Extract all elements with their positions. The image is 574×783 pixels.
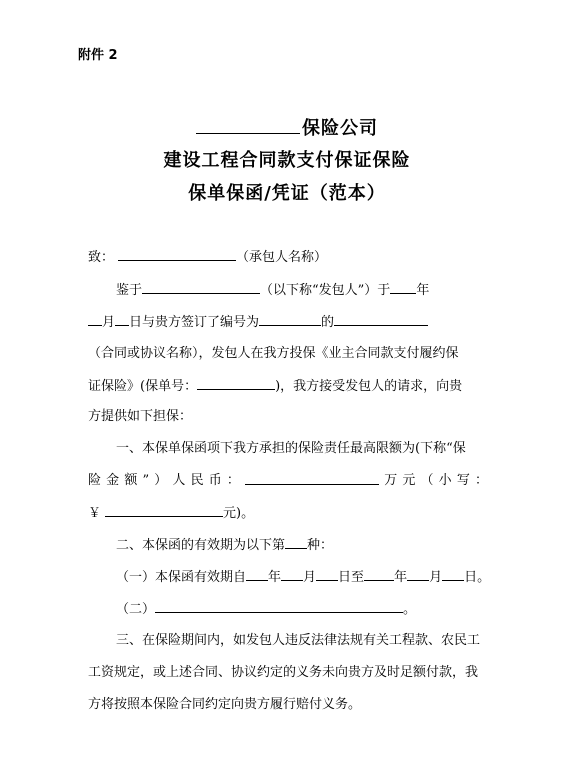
employer-name-blank: [142, 280, 260, 294]
text-year: 年: [268, 570, 282, 585]
clause-2-line-1: [116, 535, 488, 556]
yuan-symbol: ￥: [88, 506, 102, 521]
text-month: 月: [303, 570, 317, 585]
text-year: 年: [394, 570, 408, 585]
text-day-to: 日至: [338, 570, 365, 585]
text-char: 额: [124, 473, 138, 488]
clause-3-line-2: 工资规定，或上述合同、协议约定的义务未向贵方及时足额付款，我: [88, 665, 479, 680]
contract-number-blank: [259, 312, 321, 326]
paragraph-line-5: [88, 376, 488, 397]
clause-1-line-2: [88, 471, 488, 491]
clause-1-line-1: 一、本保单保函项下我方承担的保险责任最高限额为(下称“保: [116, 441, 466, 456]
attachment-label: 附件 2: [78, 48, 118, 63]
text-char: 人: [172, 473, 186, 488]
title-insurer-suffix: 保险公司: [302, 118, 378, 139]
text-month: 月: [429, 570, 443, 585]
text-employer-ref: （以下称“发包人”）于: [260, 283, 391, 298]
text-validity-option: 二、本保函的有效期为以下第: [116, 538, 286, 553]
paragraph-line-3: [88, 312, 488, 333]
text-yuan: 元)。: [223, 506, 255, 521]
clause-3-line-1: 三、在保险期间内，如发包人违反法律法规有关工程款、农民工: [116, 633, 481, 648]
addressee-line: [88, 247, 488, 268]
text-char: 险: [88, 473, 102, 488]
start-year-blank: [246, 567, 268, 581]
text-char: ：: [226, 473, 240, 488]
contractor-name-blank: [118, 247, 236, 261]
text-char: 民: [190, 473, 204, 488]
text-signed-number: 日与贵方签订了编号为: [129, 315, 260, 330]
text-de: 的: [321, 315, 335, 330]
text-char: ）: [154, 473, 168, 488]
text-accept-request: )，我方接受发包人的请求，向贵: [275, 379, 463, 394]
clause-1-line-3: [88, 503, 488, 524]
end-day-blank: [442, 567, 464, 581]
text-char: ”: [142, 473, 150, 488]
month-blank: [88, 312, 102, 326]
text-month: 月: [102, 315, 116, 330]
text-char: ：: [474, 473, 488, 488]
text-option-2: （二）: [116, 602, 156, 617]
clause-3-line-3: 方将按照本保险合同约定向贵方履行赔付义务。: [88, 697, 362, 712]
contract-name-blank: [334, 312, 428, 326]
text-jianyu: 鉴于: [116, 283, 143, 298]
year-blank: [390, 280, 416, 294]
text-period: 。: [403, 602, 417, 617]
clause-2-option-2: [116, 599, 488, 620]
addressee-suffix: （承包人名称）: [236, 250, 328, 265]
addressee-prefix: 致：: [88, 250, 115, 265]
title-line-3: 保单保函/凭证（范本）: [188, 183, 386, 204]
clause-1-line-2-content: [88, 471, 488, 491]
end-month-blank: [407, 567, 429, 581]
clause-2-option-1: [116, 567, 491, 588]
title-line-2: 建设工程合同款支付保证保险: [163, 150, 411, 171]
text-day: 日。: [464, 570, 491, 585]
option-2-blank: [155, 599, 403, 613]
text-option-1: （一）本保函有效期自: [116, 570, 247, 585]
text-char: 小: [438, 473, 452, 488]
paragraph-line-6: 方提供如下担保：: [88, 409, 193, 424]
text-year: 年: [416, 283, 430, 298]
text-char: 金: [106, 473, 120, 488]
text-char: （: [420, 473, 434, 488]
policy-number-blank: [197, 376, 275, 390]
start-month-blank: [281, 567, 303, 581]
amount-in-figures-blank: [105, 503, 223, 517]
text-policy-number: 证保险》(保单号：: [88, 379, 198, 394]
option-number-blank: [285, 535, 307, 549]
paragraph-line-2: [116, 280, 488, 301]
paragraph-line-4: （合同或协议名称），发包人在我方投保《业主合同款支付履约保: [88, 346, 459, 361]
text-char: 元: [402, 473, 416, 488]
start-day-blank: [316, 567, 338, 581]
text-kind: 种：: [307, 538, 334, 553]
insurer-name-blank: [196, 117, 300, 134]
text-char: 写: [456, 473, 470, 488]
amount-in-words-blank: [245, 471, 379, 485]
text-char: 万: [384, 473, 398, 488]
text-char: 币: [208, 473, 222, 488]
end-year-blank: [364, 567, 394, 581]
title-line-1: [0, 114, 574, 140]
day-blank: [115, 312, 129, 326]
